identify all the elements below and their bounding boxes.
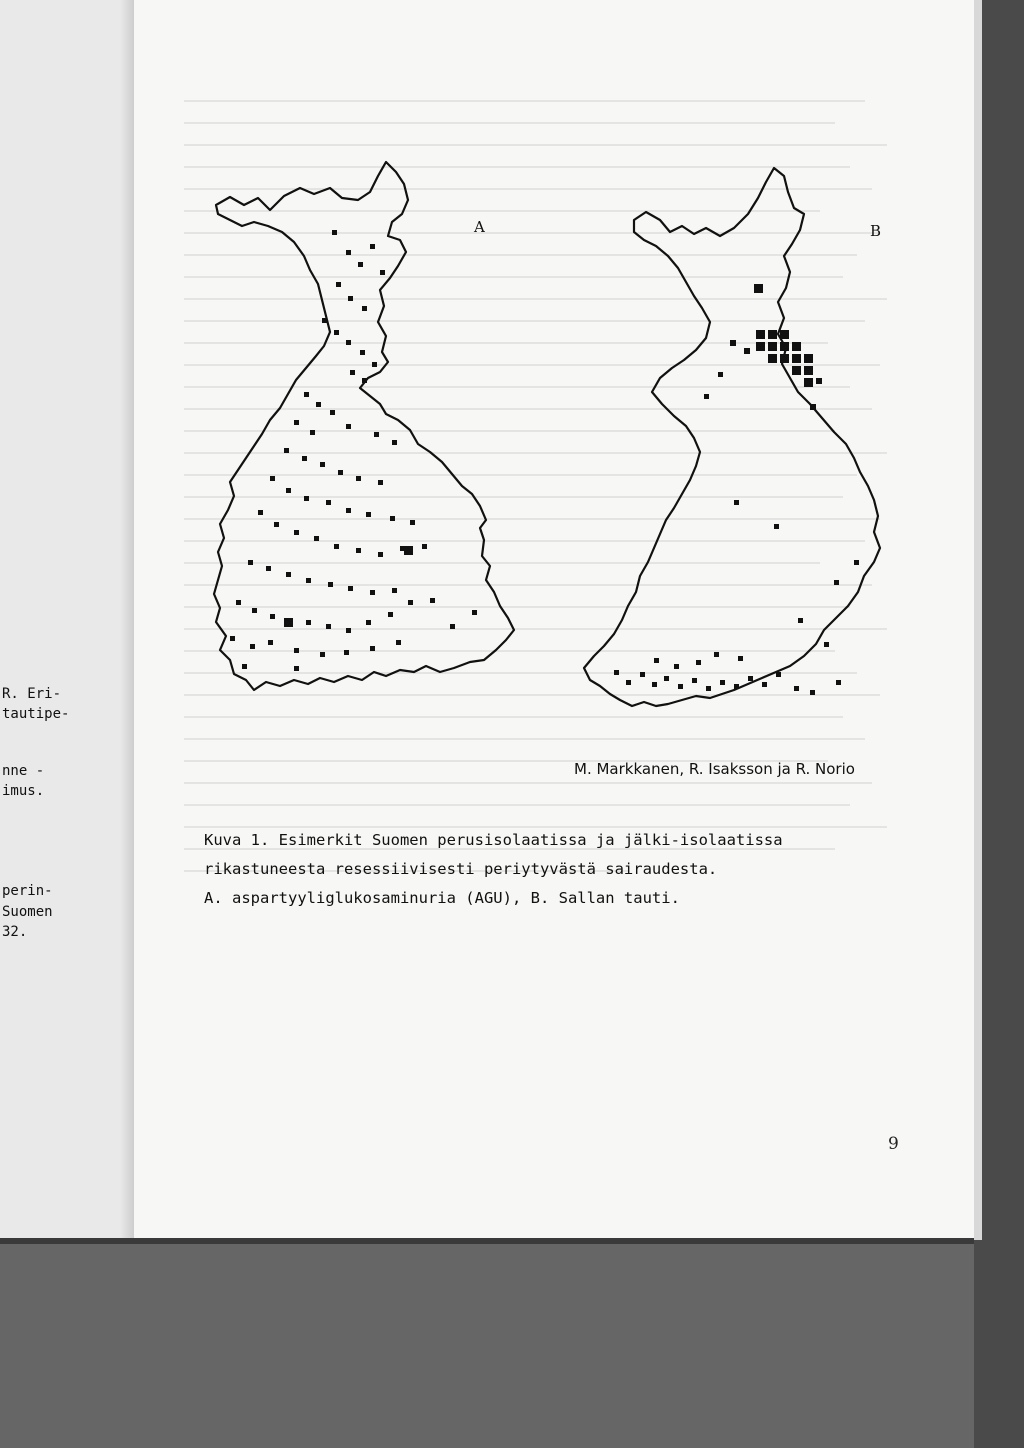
finland-map-a-outline (214, 162, 514, 690)
scanner-bottom-band (0, 1238, 974, 1448)
page-number: 9 (888, 1134, 899, 1154)
left-page-text-line: nne - (2, 763, 45, 779)
scanner-right-edge (974, 0, 1024, 1448)
map-a-label: A (474, 218, 485, 236)
left-page-text-line: perin- (2, 883, 53, 899)
finland-maps-figure (134, 0, 974, 820)
map-b-label: B (870, 222, 882, 240)
page-edge-strip (974, 0, 982, 1240)
left-page-text-line: tautipe- (2, 706, 70, 722)
left-page-text-line: imus. (2, 783, 45, 799)
scanner-bottom-lip (0, 1238, 974, 1244)
figure-authors: M. Markkanen, R. Isaksson ja R. Norio (574, 760, 855, 778)
left-page-text-line: R. Eri- (2, 686, 62, 702)
finland-map-b-outline (584, 168, 880, 706)
page-gutter-shadow (120, 0, 134, 1240)
figure-caption (204, 826, 924, 913)
finland-map-a-dots (230, 230, 477, 671)
left-page-text-line: Suomen (2, 904, 53, 920)
left-page-fragment (0, 0, 135, 1240)
caption-line: Kuva 1. Esimerkit Suomen perusisolaatissa ja jälki-isolaatissa (204, 831, 783, 849)
caption-line: rikastuneesta resessiivisesti periytyvästä sairaudesta. (204, 860, 718, 878)
book-page (134, 0, 974, 1238)
left-page-text-line: 32. (2, 924, 28, 940)
caption-line: A. aspartyyliglukosaminuria (AGU), B. Sallan tauti. (204, 889, 680, 907)
